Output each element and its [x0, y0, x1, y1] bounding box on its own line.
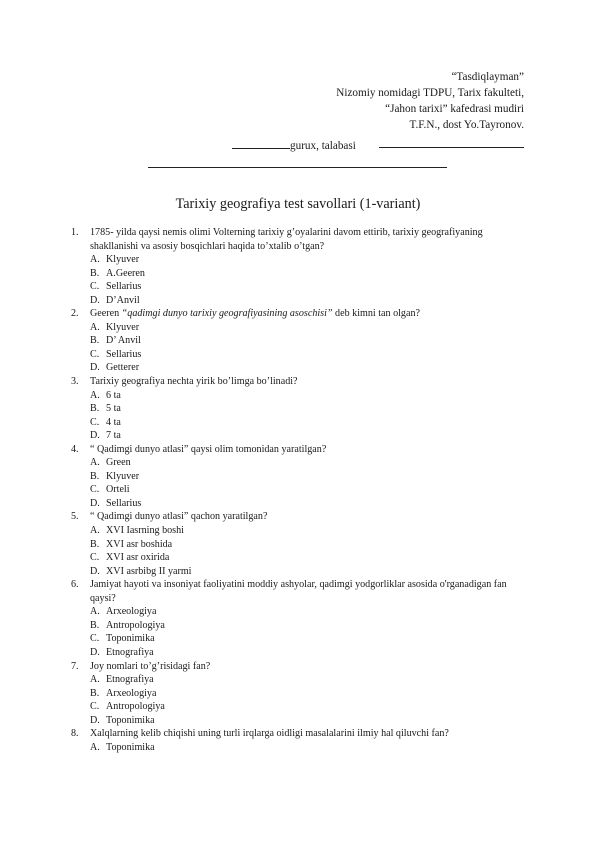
option-text: Green: [106, 457, 131, 469]
answer-option: [71, 334, 531, 348]
option-text: Etnografiya: [106, 674, 154, 686]
option-text: Toponimika: [106, 741, 155, 753]
option-text: Sellarius: [106, 497, 142, 509]
answer-option: [71, 646, 531, 660]
answer-option: [71, 348, 531, 362]
option-letter: A.: [90, 606, 100, 618]
option-text: Klyuver: [106, 254, 140, 266]
answer-option: [71, 524, 531, 538]
option-letter: B.: [90, 687, 100, 699]
answer-option: [71, 497, 531, 511]
answer-option: [71, 361, 531, 375]
approval-line: Nizomiy nomidagi TDPU, Tarix fakulteti,: [336, 87, 524, 99]
option-letter: B.: [90, 403, 100, 415]
question-text: Tarixiy geografiya nechta yirik bo’limga bo’linadi?: [90, 376, 298, 388]
question-number: 4.: [71, 443, 79, 455]
option-letter: A.: [90, 321, 100, 333]
option-letter: D.: [90, 362, 100, 374]
option-letter: B.: [90, 470, 100, 482]
option-text: D’Anvil: [106, 294, 140, 306]
question-number: 1.: [71, 227, 79, 238]
approval-line: T.F.N., dost Yo.Tayronov.: [409, 119, 524, 131]
answer-option: [71, 280, 531, 294]
question-text: Xalqlarning kelib chiqishi uning turli irqlarga oidligi masalalarini ilmiy hal qiluvchi fan?: [90, 728, 449, 740]
student-line: [232, 140, 356, 152]
option-text: Klyuver: [106, 470, 140, 482]
answer-option: [71, 470, 531, 484]
option-letter: D.: [90, 497, 100, 509]
answer-option: [71, 551, 531, 565]
group-blank: [232, 147, 290, 149]
page-title: Tarixiy geografiya test savollari (1-variant): [175, 196, 421, 212]
option-text: XVI asr oxirida: [106, 552, 170, 564]
option-text: Antropologiya: [106, 619, 165, 631]
question-text: “ Qadimgi dunyo atlasi” qaysi olim tomonidan yaratilgan?: [90, 443, 327, 455]
question-number: 8.: [71, 728, 79, 740]
answer-option: [71, 538, 531, 552]
question-text: Joy nomlari to’g’risidagi fan?: [90, 660, 211, 672]
option-letter: B.: [90, 619, 100, 631]
question-number: 3.: [71, 376, 79, 388]
approval-block: [336, 69, 524, 153]
answer-option: [71, 687, 531, 701]
option-text: XVI asr boshida: [106, 538, 173, 550]
answer-option: [71, 700, 531, 714]
question: [71, 226, 531, 253]
answer-option: [71, 714, 531, 728]
option-text: 5 ta: [106, 403, 121, 415]
option-letter: C.: [90, 552, 100, 564]
answer-option: [71, 673, 531, 687]
option-letter: D.: [90, 565, 100, 577]
question-text: 1785- yilda qaysi nemis olimi Volterning tarixiy g’oyalarini davom ettirib, tarixiy geografiyaning shakllanishi va asosiy bosqichlari haqida to’xtalib o’tgan?: [90, 227, 483, 252]
question-text: “ Qadimgi dunyo atlasi” qachon yaratilgan?: [90, 511, 268, 523]
answer-option: [71, 267, 531, 281]
option-text: Toponimika: [106, 633, 155, 645]
option-letter: A.: [90, 674, 100, 686]
question: [71, 660, 531, 674]
option-text: Getterer: [106, 362, 140, 374]
question: [71, 510, 531, 524]
question-number: 7.: [71, 660, 79, 672]
option-letter: B.: [90, 335, 100, 347]
option-letter: D.: [90, 294, 100, 306]
option-text: Sellarius: [106, 348, 142, 360]
option-text: Arxeologiya: [106, 606, 157, 618]
question-number: 6.: [71, 579, 79, 591]
answer-option: [71, 605, 531, 619]
option-text: 4 ta: [106, 416, 121, 428]
option-text: Toponimika: [106, 714, 155, 726]
answer-option: [71, 483, 531, 497]
question: [71, 307, 531, 321]
answer-option: [71, 619, 531, 633]
answer-option: [71, 456, 531, 470]
option-letter: A.: [90, 457, 100, 469]
option-text: D’ Anvil: [106, 335, 141, 347]
question-text-part: deb kimni tan olgan?: [332, 308, 420, 320]
question: [71, 443, 531, 457]
answer-option: [71, 321, 531, 335]
option-text: Arxeologiya: [106, 687, 157, 699]
option-letter: B.: [90, 267, 100, 279]
student-label: gurux, talabasi: [290, 140, 356, 152]
answer-option: [71, 429, 531, 443]
option-letter: C.: [90, 416, 100, 428]
option-text: Antropologiya: [106, 701, 165, 713]
option-letter: D.: [90, 714, 100, 726]
answer-option: [71, 389, 531, 403]
option-text: XVI Iasrning boshi: [106, 525, 184, 537]
answer-option: [71, 402, 531, 416]
answer-option: [71, 416, 531, 430]
answer-option: [71, 294, 531, 308]
option-letter: D.: [90, 430, 100, 442]
option-letter: A.: [90, 389, 100, 401]
option-text: XVI asrbibg II yarmi: [106, 565, 192, 577]
option-text: A.Geeren: [106, 267, 145, 279]
answer-option: [71, 565, 531, 579]
option-letter: B.: [90, 538, 100, 550]
answer-option: [71, 741, 531, 755]
option-text: 6 ta: [106, 389, 121, 401]
signature-line: [379, 137, 524, 148]
option-text: Orteli: [106, 484, 130, 496]
option-text: 7 ta: [106, 430, 121, 442]
question: [71, 375, 531, 389]
answer-option: [71, 632, 531, 646]
option-letter: C.: [90, 281, 100, 293]
question: [71, 727, 531, 741]
option-letter: C.: [90, 633, 100, 645]
approval-line: “Jahon tarixi” kafedrasi mudiri: [385, 103, 524, 115]
question-text-part: Geeren: [90, 308, 122, 320]
option-letter: D.: [90, 646, 100, 658]
question-text: [90, 307, 531, 321]
question-text-italic: “qadimgi dunyo tarixiy geografiyasining asoschisi”: [121, 308, 333, 320]
option-letter: C.: [90, 701, 100, 713]
question-text: Jamiyat hayoti va insoniyat faoliyatini moddiy ashyolar, qadimgi yodgorliklar asosida o'rganadigan fan qaysi?: [90, 579, 507, 604]
option-text: Sellarius: [106, 281, 142, 293]
option-letter: A.: [90, 741, 100, 753]
option-letter: A.: [90, 525, 100, 537]
question: [71, 578, 531, 605]
option-text: Etnografiya: [106, 646, 154, 658]
question-number: 2.: [71, 308, 79, 320]
question-list: [71, 226, 531, 754]
option-text: Klyuver: [106, 321, 140, 333]
option-letter: C.: [90, 484, 100, 496]
option-letter: A.: [90, 254, 100, 266]
question-number: 5.: [71, 511, 79, 523]
option-letter: C.: [90, 348, 100, 360]
answer-option: [71, 253, 531, 267]
approval-line: “Tasdiqlayman”: [451, 71, 524, 83]
name-blank-line: [148, 167, 447, 168]
